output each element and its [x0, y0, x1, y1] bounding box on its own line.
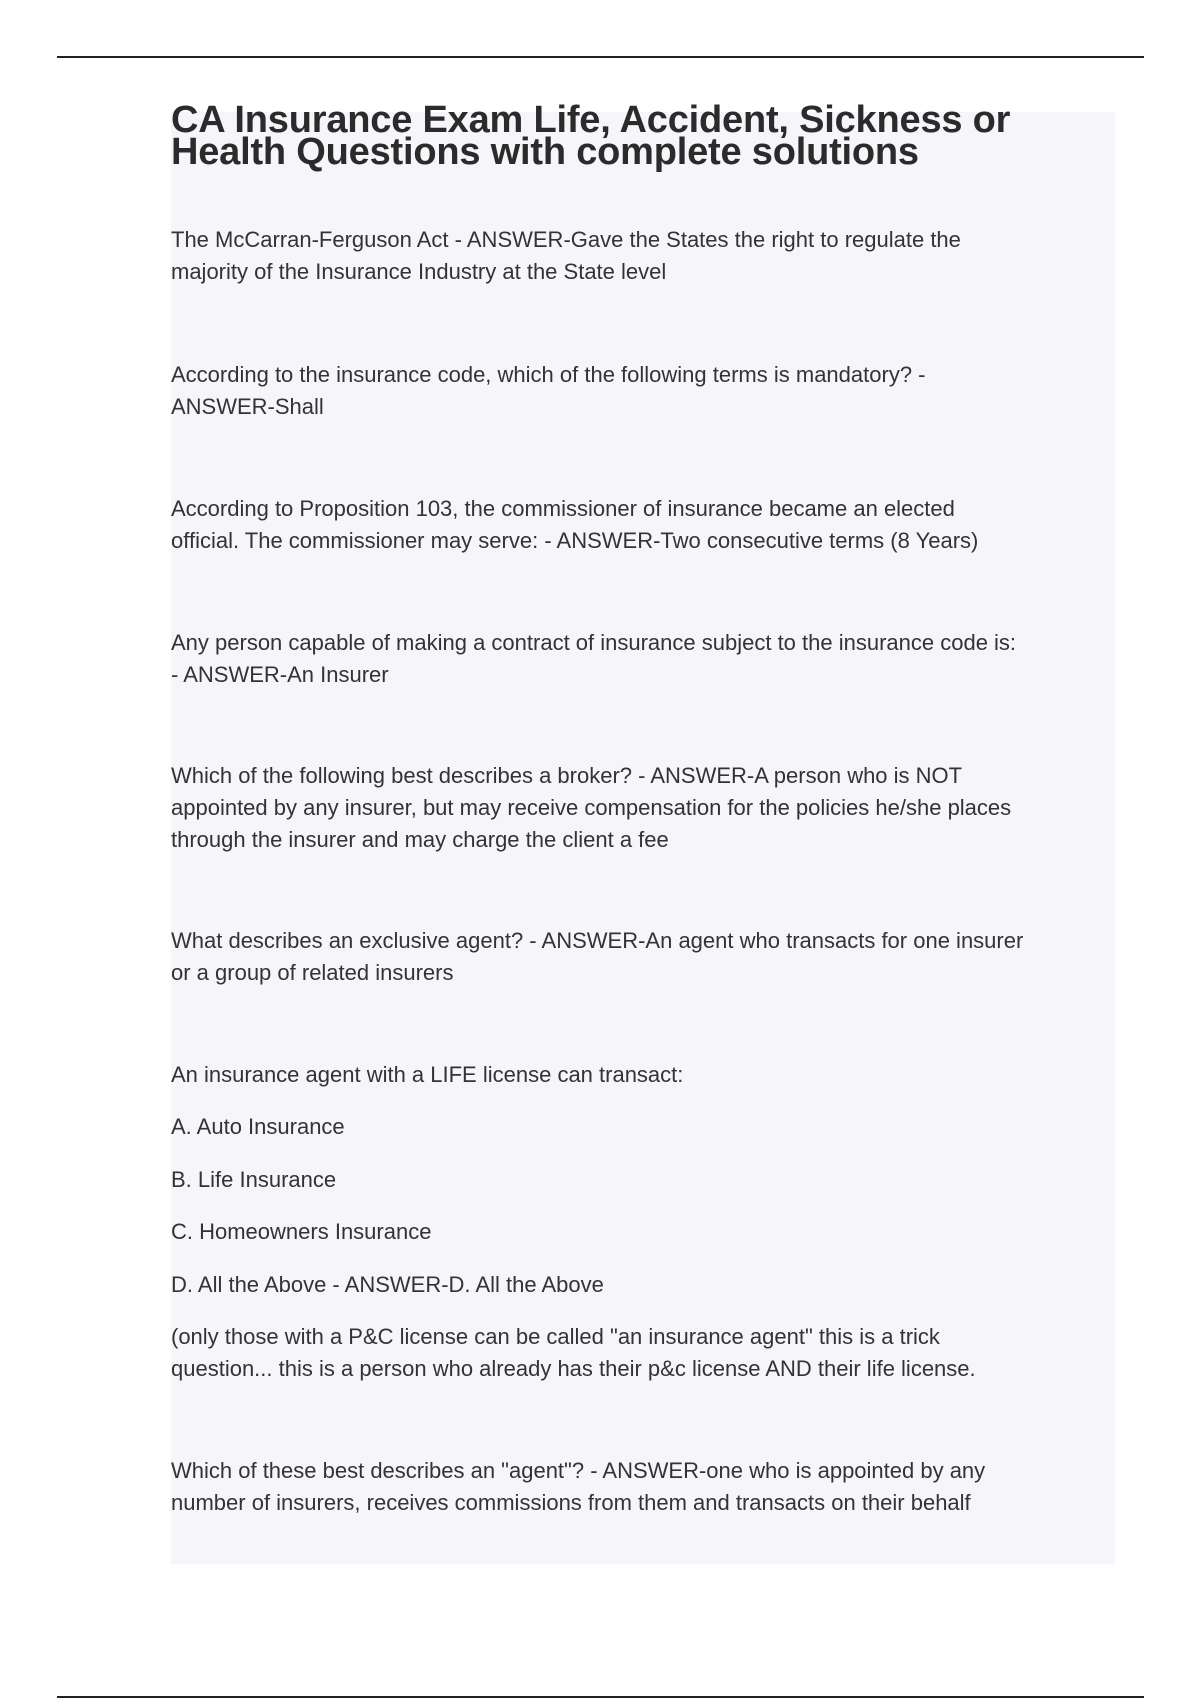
option-b: B. Life Insurance	[171, 1167, 337, 1192]
qa-entry-proposition-103	[171, 493, 1121, 557]
entry-line: appointed by any insurer, but may receive compensation for the policies he/she places	[171, 795, 1012, 820]
document-title: CA Insurance Exam Life, Accident, Sickness or Health Questions with complete solutions	[171, 99, 1011, 173]
entry-line: ANSWER-Shall	[171, 394, 324, 419]
entry-line: What describes an exclusive agent? - ANSWER-An agent who transacts for one insurer	[171, 928, 1024, 953]
qa-entry-mccarran-ferguson	[171, 224, 1121, 288]
entry-line: question... this is a person who already has their p&c license AND their life license.	[171, 1356, 976, 1381]
option-c: C. Homeowners Insurance	[171, 1219, 432, 1244]
entry-line: - ANSWER-An Insurer	[171, 662, 389, 687]
question-stem: An insurance agent with a LIFE license can transact:	[171, 1062, 684, 1087]
entry-line: Which of these best describes an "agent"? - ANSWER-one who is appointed by any	[171, 1458, 986, 1483]
question-note	[171, 1321, 1121, 1385]
option-d: D. All the Above - ANSWER-D. All the Above	[171, 1272, 604, 1297]
entry-line: official. The commissioner may serve: - ANSWER-Two consecutive terms (8 Years)	[171, 528, 979, 553]
qa-entry-mandatory-term	[171, 359, 1121, 423]
qa-entry-insurer	[171, 627, 1121, 691]
entry-line: number of insurers, receives commissions from them and transacts on their behalf	[171, 1490, 971, 1515]
entry-line: Which of the following best describes a broker? - ANSWER-A person who is NOT	[171, 763, 963, 788]
entry-line: through the insurer and may charge the client a fee	[171, 827, 669, 852]
entry-line: According to Proposition 103, the commissioner of insurance became an elected	[171, 496, 955, 521]
qa-entry-exclusive-agent	[171, 925, 1121, 989]
bottom-rule	[57, 1696, 1144, 1698]
entry-line: or a group of related insurers	[171, 960, 454, 985]
entry-line: According to the insurance code, which of the following terms is mandatory? -	[171, 362, 926, 387]
entry-line: (only those with a P&C license can be called "an insurance agent" this is a trick	[171, 1324, 940, 1349]
entry-line: majority of the Insurance Industry at the State level	[171, 259, 667, 284]
qa-entry-agent	[171, 1455, 1121, 1519]
option-a: A. Auto Insurance	[171, 1114, 345, 1139]
qa-entry-broker	[171, 760, 1121, 856]
top-rule	[57, 56, 1144, 58]
entry-line: The McCarran-Ferguson Act - ANSWER-Gave the States the right to regulate the	[171, 227, 961, 252]
entry-line: Any person capable of making a contract of insurance subject to the insurance code is:	[171, 630, 1017, 655]
